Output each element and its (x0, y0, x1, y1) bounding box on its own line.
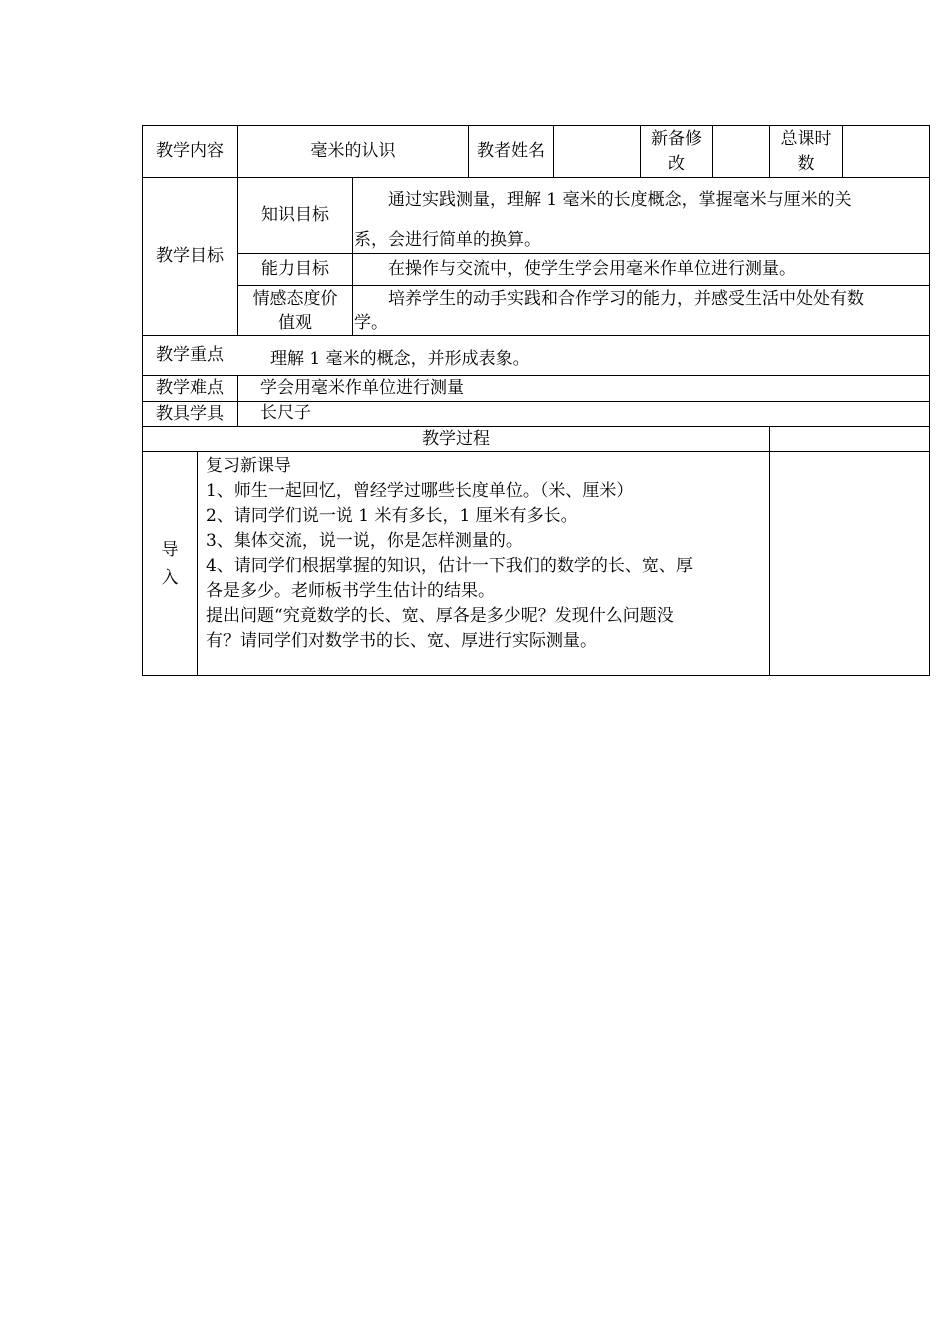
teacher-label: 教者姓名 (477, 141, 545, 161)
emotion-text-line2: 学。 (354, 313, 388, 333)
process-line: 4、请同学们根据掌握的知识，估计一下我们的数学的长、宽、厚 (206, 556, 693, 576)
content-label: 教学内容 (156, 141, 224, 161)
knowledge-text-line1: 通过实践测量，理解 1 毫米的长度概念，掌握毫米与厘米的关 (388, 190, 852, 210)
process-line: 2、请同学们说一说 1 米有多长，1 厘米有多长。 (206, 506, 578, 526)
emotion-text-line1: 培养学生的动手实践和合作学习的能力，并感受生活中处处有数 (388, 289, 864, 309)
col-divider (197, 451, 198, 676)
process-title: 教学过程 (422, 428, 490, 449)
key-point-label: 教学重点 (156, 345, 224, 365)
section-label-char1: 导 (161, 539, 179, 560)
content-value: 毫米的认识 (310, 141, 396, 161)
process-heading: 复习新课导 (206, 456, 291, 476)
revise-value (713, 126, 769, 177)
process-title-side (770, 427, 929, 451)
ability-label: 能力目标 (261, 259, 329, 279)
col-divider (237, 375, 238, 426)
emotion-label-line1: 情感态度价 (252, 288, 338, 309)
section-label (143, 452, 197, 675)
table-border-bottom (142, 675, 930, 676)
knowledge-text-line2: 系，会进行简单的换算。 (354, 230, 541, 250)
process-line: 有？请同学们对数学书的长、宽、厚进行实际测量。 (206, 631, 597, 651)
col-divider (352, 177, 353, 335)
process-notes (770, 452, 929, 675)
revise-label: 新备修改 (651, 128, 702, 174)
row-divider (142, 335, 930, 336)
process-line: 1、师生一起回忆，曾经学过哪些长度单位。（米、厘米） (206, 481, 634, 501)
hours-label: 总课时数 (780, 128, 832, 174)
objectives-label: 教学目标 (156, 246, 224, 266)
ability-text: 在操作与交流中，使学生学会用毫米作单位进行测量。 (388, 259, 796, 279)
teacher-value (554, 126, 640, 177)
key-point-text: 理解 1 毫米的概念，并形成表象。 (270, 349, 530, 369)
process-line: 3、集体交流，说一说，你是怎样测量的。 (206, 531, 523, 551)
process-line: 提出问题“究竟数学的长、宽、厚各是多少呢？发现什么问题没 (206, 606, 674, 626)
emotion-label-line2: 值观 (278, 312, 312, 333)
difficulty-label: 教学难点 (156, 378, 224, 398)
table-border-right (929, 125, 930, 676)
knowledge-label: 知识目标 (261, 205, 329, 225)
process-line: 各是多少。老师板书学生估计的结果。 (206, 581, 495, 601)
hours-value (843, 126, 929, 177)
emotion-label (238, 286, 352, 335)
section-label-char2: 入 (161, 567, 179, 588)
tools-label: 教具学具 (156, 403, 224, 424)
tools-text: 长尺子 (260, 403, 311, 423)
difficulty-text: 学会用毫米作单位进行测量 (260, 378, 464, 398)
